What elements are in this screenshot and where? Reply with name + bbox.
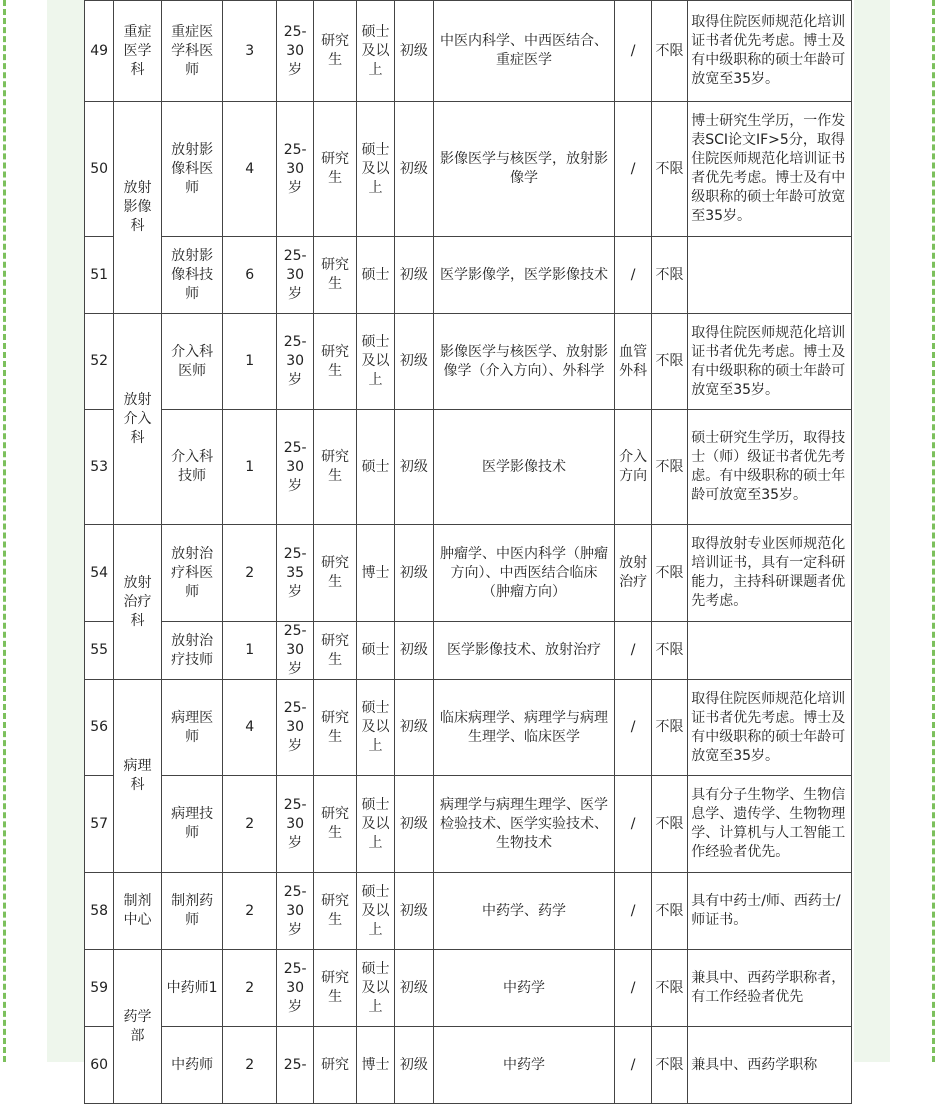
- major-cell: 中药学、药学: [433, 873, 615, 950]
- education-cell: 研究生: [314, 102, 356, 237]
- post-name-cell: 介入科技师: [161, 410, 223, 525]
- row-number: 55: [85, 622, 114, 680]
- direction-cell: 血管外科: [615, 314, 651, 410]
- post-name-cell: 重症医学科医师: [161, 1, 223, 102]
- major-cell: 医学影像技术: [433, 410, 615, 525]
- title-cell: 初级: [395, 1027, 433, 1104]
- age-cell: 25-30岁: [276, 680, 313, 776]
- count-cell: 4: [223, 102, 277, 237]
- row-number: 56: [85, 680, 114, 776]
- table-row: [85, 102, 852, 237]
- degree-cell: 硕士及以上: [356, 873, 394, 950]
- row-number: 54: [85, 525, 114, 622]
- row-number: 50: [85, 102, 114, 237]
- table-row: [85, 1, 852, 102]
- limit-cell: 不限: [651, 680, 687, 776]
- education-cell: 研究生: [314, 680, 356, 776]
- major-cell: 肿瘤学、中医内科学（肿瘤方向）、中西医结合临床（肿瘤方向）: [433, 525, 615, 622]
- note-cell: [688, 237, 852, 314]
- limit-cell: 不限: [651, 102, 687, 237]
- degree-cell: 硕士及以上: [356, 314, 394, 410]
- table-row: [85, 1027, 852, 1104]
- table-row: [85, 410, 852, 525]
- title-cell: 初级: [395, 1, 433, 102]
- major-cell: 医学影像学，医学影像技术: [433, 237, 615, 314]
- education-cell: 研究生: [314, 314, 356, 410]
- table-row: [85, 776, 852, 873]
- title-cell: 初级: [395, 950, 433, 1027]
- department-cell: 放射介入科: [114, 314, 161, 525]
- degree-cell: 硕士及以上: [356, 1, 394, 102]
- limit-cell: 不限: [651, 237, 687, 314]
- limit-cell: 不限: [651, 410, 687, 525]
- limit-cell: 不限: [651, 873, 687, 950]
- direction-cell: /: [615, 776, 651, 873]
- table-row: [85, 622, 852, 680]
- education-cell: 研究生: [314, 525, 356, 622]
- row-number: 52: [85, 314, 114, 410]
- post-name-cell: 放射影像科医师: [161, 102, 223, 237]
- recruitment-table: [84, 0, 852, 1104]
- degree-cell: 硕士: [356, 237, 394, 314]
- age-cell: 25-30岁: [276, 776, 313, 873]
- title-cell: 初级: [395, 102, 433, 237]
- note-cell: [688, 622, 852, 680]
- limit-cell: 不限: [651, 776, 687, 873]
- table-row: [85, 680, 852, 776]
- age-cell: 25-30岁: [276, 873, 313, 950]
- major-cell: 中医内科学、中西医结合、重症医学: [433, 1, 615, 102]
- age-cell: 25-30岁: [276, 1, 313, 102]
- row-number: 58: [85, 873, 114, 950]
- title-cell: 初级: [395, 237, 433, 314]
- age-cell: 25-30岁: [276, 622, 313, 680]
- left-dashed-border: [3, 0, 6, 1062]
- note-cell: 取得住院医师规范化培训证书者优先考虑。博士及有中级职称的硕士年龄可放宽至35岁。: [688, 1, 852, 102]
- limit-cell: 不限: [651, 950, 687, 1027]
- major-cell: 医学影像技术、放射治疗: [433, 622, 615, 680]
- row-number: 57: [85, 776, 114, 873]
- title-cell: 初级: [395, 314, 433, 410]
- major-cell: 影像医学与核医学，放射影像学: [433, 102, 615, 237]
- count-cell: 2: [223, 950, 277, 1027]
- note-cell: 具有中药士/师、西药士/师证书。: [688, 873, 852, 950]
- note-cell: 博士研究生学历，一作发表SCI论文IF>5分，取得住院医师规范化培训证书者优先考虑。博士及有中级职称的硕士年龄可放宽至35岁。: [688, 102, 852, 237]
- degree-cell: 博士: [356, 525, 394, 622]
- count-cell: 4: [223, 680, 277, 776]
- note-cell: 具有分子生物学、生物信息学、遗传学、生物物理学、计算机与人工智能工作经验者优先。: [688, 776, 852, 873]
- direction-cell: /: [615, 680, 651, 776]
- direction-cell: /: [615, 873, 651, 950]
- degree-cell: 博士: [356, 1027, 394, 1104]
- age-cell: 25-30岁: [276, 410, 313, 525]
- major-cell: 影像医学与核医学、放射影像学（介入方向）、外科学: [433, 314, 615, 410]
- count-cell: 2: [223, 1027, 277, 1104]
- title-cell: 初级: [395, 410, 433, 525]
- note-cell: 兼具中、西药学职称者，有工作经验者优先: [688, 950, 852, 1027]
- title-cell: 初级: [395, 680, 433, 776]
- age-cell: 25-30岁: [276, 314, 313, 410]
- row-number: 51: [85, 237, 114, 314]
- table-row: [85, 314, 852, 410]
- age-cell: 25-30岁: [276, 102, 313, 237]
- post-name-cell: 放射治疗技师: [161, 622, 223, 680]
- table-row: [85, 873, 852, 950]
- note-cell: 取得住院医师规范化培训证书者优先考虑。博士及有中级职称的硕士年龄可放宽至35岁。: [688, 680, 852, 776]
- table-row: [85, 950, 852, 1027]
- age-cell: 25-: [276, 1027, 313, 1104]
- count-cell: 3: [223, 1, 277, 102]
- direction-cell: /: [615, 622, 651, 680]
- direction-cell: /: [615, 237, 651, 314]
- limit-cell: 不限: [651, 525, 687, 622]
- post-name-cell: 介入科医师: [161, 314, 223, 410]
- table-row: [85, 237, 852, 314]
- department-cell: 制剂中心: [114, 873, 161, 950]
- department-cell: 病理科: [114, 680, 161, 873]
- limit-cell: 不限: [651, 622, 687, 680]
- degree-cell: 硕士: [356, 410, 394, 525]
- table-row: [85, 525, 852, 622]
- count-cell: 2: [223, 873, 277, 950]
- direction-cell: /: [615, 950, 651, 1027]
- education-cell: 研究生: [314, 622, 356, 680]
- post-name-cell: 放射影像科技师: [161, 237, 223, 314]
- department-cell: 重症医学科: [114, 1, 161, 102]
- degree-cell: 硕士及以上: [356, 950, 394, 1027]
- education-cell: 研究生: [314, 950, 356, 1027]
- row-number: 59: [85, 950, 114, 1027]
- note-cell: 取得放射专业医师规范化培训证书，具有一定科研能力，主持科研课题者优先考虑。: [688, 525, 852, 622]
- title-cell: 初级: [395, 776, 433, 873]
- major-cell: 临床病理学、病理学与病理生理学、临床医学: [433, 680, 615, 776]
- post-name-cell: 病理医师: [161, 680, 223, 776]
- direction-cell: /: [615, 1027, 651, 1104]
- title-cell: 初级: [395, 622, 433, 680]
- department-cell: 放射影像科: [114, 102, 161, 314]
- direction-cell: 放射治疗: [615, 525, 651, 622]
- education-cell: 研究生: [314, 776, 356, 873]
- post-name-cell: 中药师1: [161, 950, 223, 1027]
- age-cell: 25-30岁: [276, 950, 313, 1027]
- education-cell: 研究生: [314, 873, 356, 950]
- row-number: 60: [85, 1027, 114, 1104]
- right-dashed-border: [932, 0, 935, 1062]
- department-cell: 药学部: [114, 950, 161, 1104]
- count-cell: 1: [223, 622, 277, 680]
- post-name-cell: 放射治疗科医师: [161, 525, 223, 622]
- department-cell: 放射治疗科: [114, 525, 161, 680]
- title-cell: 初级: [395, 873, 433, 950]
- count-cell: 2: [223, 776, 277, 873]
- education-cell: 研究: [314, 1027, 356, 1104]
- education-cell: 研究生: [314, 237, 356, 314]
- note-cell: 硕士研究生学历，取得技士（师）级证书者优先考虑。有中级职称的硕士年龄可放宽至35岁。: [688, 410, 852, 525]
- title-cell: 初级: [395, 525, 433, 622]
- count-cell: 1: [223, 314, 277, 410]
- count-cell: 2: [223, 525, 277, 622]
- limit-cell: 不限: [651, 1027, 687, 1104]
- major-cell: 病理学与病理生理学、医学检验技术、医学实验技术、生物技术: [433, 776, 615, 873]
- education-cell: 研究生: [314, 410, 356, 525]
- document-page: [84, 0, 854, 1073]
- degree-cell: 硕士: [356, 622, 394, 680]
- row-number: 53: [85, 410, 114, 525]
- degree-cell: 硕士及以上: [356, 776, 394, 873]
- direction-cell: /: [615, 1, 651, 102]
- count-cell: 1: [223, 410, 277, 525]
- direction-cell: /: [615, 102, 651, 237]
- limit-cell: 不限: [651, 314, 687, 410]
- post-name-cell: 制剂药师: [161, 873, 223, 950]
- post-name-cell: 病理技师: [161, 776, 223, 873]
- count-cell: 6: [223, 237, 277, 314]
- direction-cell: 介入方向: [615, 410, 651, 525]
- degree-cell: 硕士及以上: [356, 102, 394, 237]
- post-name-cell: 中药师: [161, 1027, 223, 1104]
- age-cell: 25-30岁: [276, 237, 313, 314]
- note-cell: 兼具中、西药学职称: [688, 1027, 852, 1104]
- major-cell: 中药学: [433, 950, 615, 1027]
- major-cell: 中药学: [433, 1027, 615, 1104]
- education-cell: 研究生: [314, 1, 356, 102]
- age-cell: 25-35岁: [276, 525, 313, 622]
- degree-cell: 硕士及以上: [356, 680, 394, 776]
- note-cell: 取得住院医师规范化培训证书者优先考虑。博士及有中级职称的硕士年龄可放宽至35岁。: [688, 314, 852, 410]
- row-number: 49: [85, 1, 114, 102]
- limit-cell: 不限: [651, 1, 687, 102]
